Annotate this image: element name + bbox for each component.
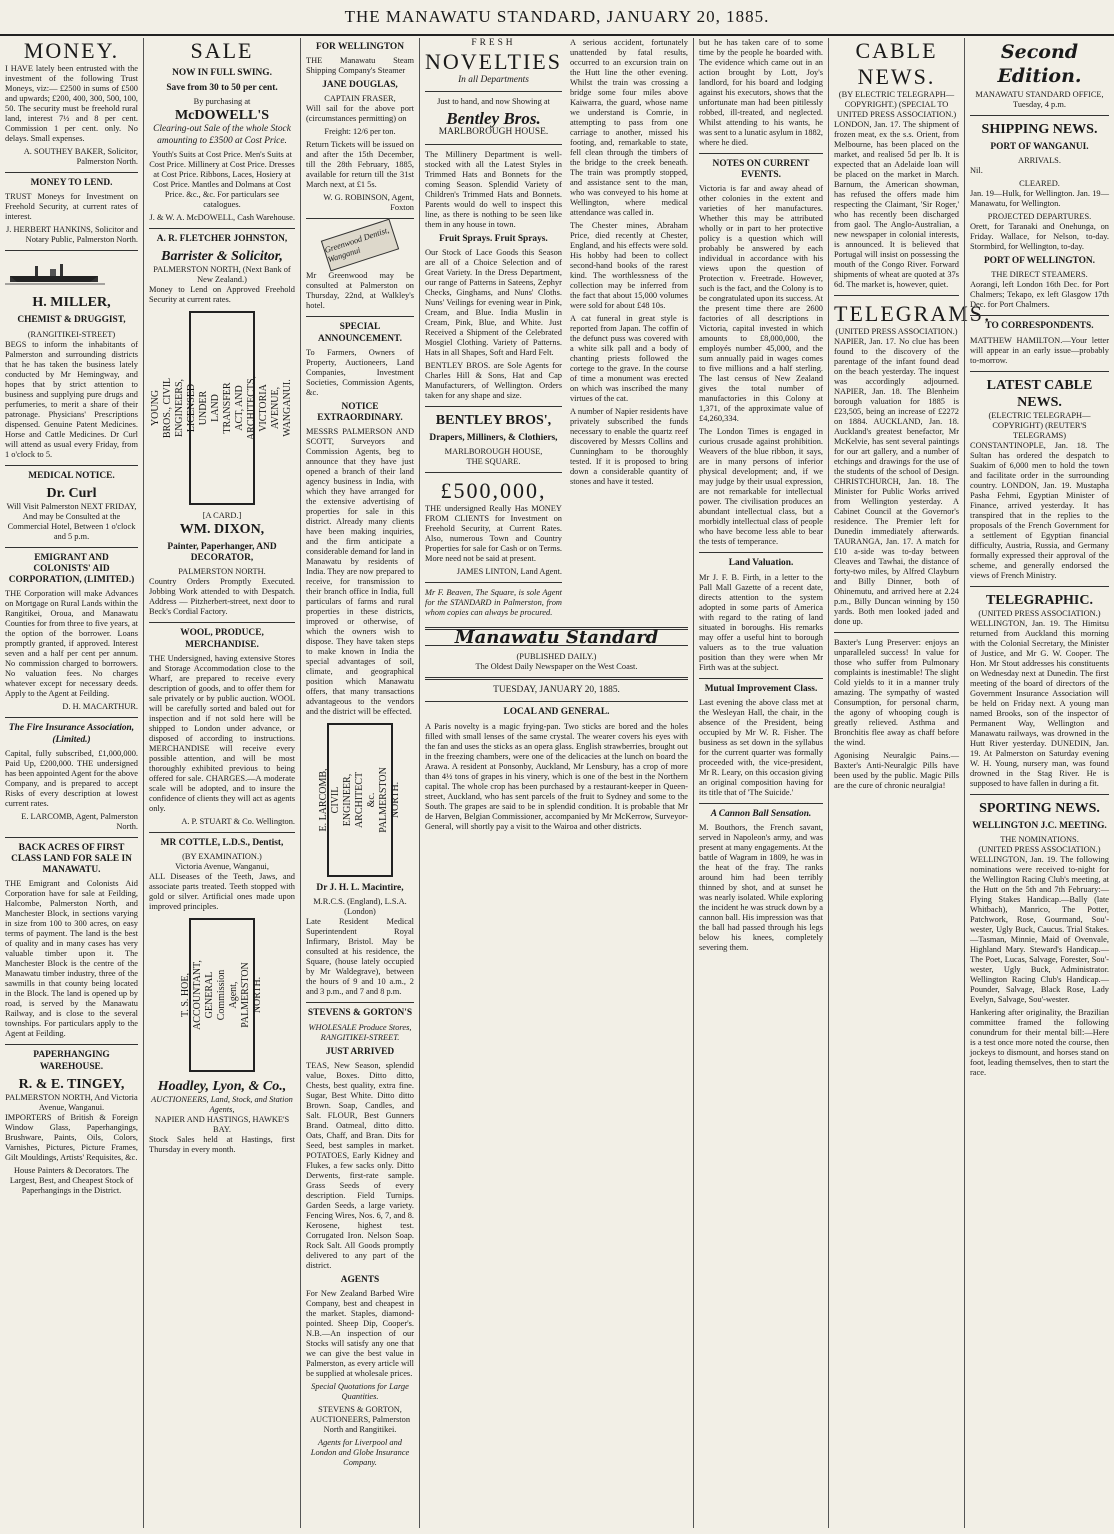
card-hoe: T. S. HOE, ACCOUNTANT, GENERAL Commission Agent, PALMERSTON NORTH. <box>189 918 255 1072</box>
section-telegrams-sub: (UNITED PRESS ASSOCIATION.) <box>835 327 958 336</box>
ad-fire-title: The Fire Insurance Association, (Limited.) <box>8 723 135 745</box>
ad-sale-title: SALE <box>190 38 254 63</box>
direct-steamers: THE DIRECT STEAMERS. <box>991 270 1088 280</box>
ad-tingey-text: IMPORTERS of British & Foreign Window Glass, Paperhangings, Brushware, Paints, Oils, Colors, Varnishes, Pictures, Picture Frames, Gilt Mouldings, Artists' Requisites, &c. <box>5 1112 138 1162</box>
ad-emigrant-text: THE Corporation will make Advances on Mortgage on Rural Lands within the Rangitikei, Oroua, and Manawatu Counties for from three to five years, at the option of the borrower. Loans promptly granted, if approved. Interest seven and a half per cent per annum. No commission charged to borrowers. No valuation fees. No charges whatever except for necessary deeds. Apply to the Agent at Feilding. <box>5 589 138 699</box>
ad-cottle-text: ALL Diseases of the Teeth, Jaws, and associate parts treated. Teeth stopped with gold or silver. Artificial ones made upon improved principles. <box>149 872 295 912</box>
ad-notice-text: MESSRS PALMERSON AND SCOTT, Surveyors and Commission Agents, beg to announce that they have just opened a branch of their land agency business in India, with which they have arranged for the extensive advertising of properties for sale in this district. Already many clients have been making inquiries, and the firm anticipate a considerable demand for land in Manawatu by residents of India. They are now prepared to receive, for transmission to their branch office in India, full particulars of farms and rural properties in these districts, improved or otherwise, of which the owners wish to dispose. They have taken steps to make known in India the special advantages of soil, climate, and geographical position which Manawatu offers, that many transactions advantageous to the vendors and the district will be effected. <box>306 427 414 717</box>
card-young-bros: YOUNG BROS., CIVIL ENGINEERS, LICENSED UNDER LAND TRANSFER ACT, AND ARCHITECTS, VICTORIA AVENUE, WANGANUI. <box>189 311 255 505</box>
ad-sale-sign: J. & W. A. McDOWELL, Cash Warehouse. <box>149 212 295 222</box>
ad-stevens-title: STEVENS & GORTON'S <box>307 1008 413 1019</box>
ad-well-return: Return Tickets will be issued on and after the 15th December, till the 28th February, 1885, available for return till the 31st March next, at £1 5s. <box>306 140 414 190</box>
ad-depts: In all Departments <box>458 75 529 86</box>
ad-lend-text: TRUST Moneys for Investment on Freehold Security, at current rates of interest. <box>5 192 138 222</box>
ad-stevens-text: TEAS, New Season, splendid value, Boxes. Ditto ditto, Chests, best quality, extra fine. Sugar, Best White. Ditto ditto Brown. Soap, Candles, and Salt. FLOUR, Best Gunners Brand. Oatmeal, ditto ditto. Oats, Chaff, and Bran. Dits for Seed, best samples in market. POTATOES, Early Kidney and Flukes, a few sacks only. Ditto Derwents, first-rate sample. Grass Seeds of every description. Field Turnips. Garden Seeds, a large variety. Fencing Wires, Nos. 6, 7, and 8. Kerosene, highest test. Corrugated Iron. Nelson Soap. Rock Salt. All Goods promptly delivered to any part of the district. <box>306 1060 414 1270</box>
ad-fletcher-addr: PALMERSTON NORTH, (Next Bank of New Zealand.) <box>153 265 291 285</box>
ad-baxter: Baxter's Lung Preserver: enjoys an unparalleled success! In value for those who suffer from Pulmonary complaints is inestimable! The slight Cold yields to it in a manner truly amazing. The sympathy of wasted Consumption, for personal charm, the agony of whooping cough is greatly relieved. Asthma and Bronchitis flee away as chaff before the wind. <box>834 638 959 747</box>
article-cannon: M. Bouthors, the French savant, served in Napoleon's army, and was present at many engagements. At the battle of Wagram in 1809, he was in the heat of the fray. The ranks around him had been terribly thinned by shot, and at sunset he was nearly isolated. While exploring the incident he was struck down by a cannon ball. His impression was that the ball had passed through his legs below his knees, completely severing them. <box>699 823 823 953</box>
ad-fresh: FRESH <box>471 38 516 48</box>
nominations-sub: (UNITED PRESS ASSOCIATION.) <box>978 844 1101 854</box>
ad-paper-title: PAPERHANGING WAREHOUSE. <box>33 1050 110 1072</box>
ad-sale-text: Clearing-out Sale of the whole Stock amounting to £3500 at Cost Price. <box>153 124 291 146</box>
ad-hoadley-text: Stock Sales held at Hastings, first Thursday in every month. <box>149 1135 295 1155</box>
ad-emigrant-sign: D. H. MACARTHUR. <box>62 702 138 712</box>
section-cannon: A Cannon Ball Sensation. <box>710 808 812 819</box>
ad-amount-text: THE undersigned Really Has MONEY FROM CLIENTS for Investment on Freehold Security, at Current Rates. Also, numerous Town and Country Properties for sale for Cash or on Terms. More need not be said at present. <box>425 504 562 564</box>
ad-emigrant-title: EMIGRANT AND COLONISTS' AID CORPORATION, (LIMITED.) <box>8 552 135 586</box>
ad-well-capt: CAPTAIN FRASER, <box>324 94 396 104</box>
section-cable-sub: (BY ELECTRIC TELEGRAPH—COPYRIGHT.) (SPECIAL TO UNITED PRESS ASSOCIATION.) <box>836 90 957 119</box>
ad-amount: £500,000, <box>440 478 547 504</box>
article-telegrams: NAPIER, Jan. 17. No clue has been found to the discovery of the parentage of the infant found dead on the beach yesterday. The inquest was accordingly adjourned. NAPIER, Jan. 18. The Blenheim borough valuation for 1885 is £23,505, being an increase of £2272 on 1884. AUCKLAND, Jan. 18. Auckland's greatest benefactor, Mr McKelvie, has sent several paintings for our art gallery, and a number of etchings and drawings for the use of the students of the school of Design. CHRISTCHURCH, Jan. 18. The Minister for Public Works arrived from Wellington yesterday. A Cabinet Council at the Governor's residence. The Premier left for Dunedin immediately afterwards. TAURANGA, Jan. 17. A match for £10 a-side was to-day between Cleaves and Tawhai, the distance of forty-two miles, by Alfred Clayburn and Billy Dinner, both of Ohinemutu, and arrived here at 2.24 p.m., Billy Duncan winning by 150 yards. Both men looked jaded and done up. <box>834 337 959 626</box>
ad-fletcher-text: Money to Lend on Approved Freehold Security at current rates. <box>149 285 295 305</box>
column-3 <box>300 38 419 1528</box>
ad-wool-title: WOOL, PRODUCE, MERCHANDISE. <box>180 628 264 650</box>
section-telegraphic: TELEGRAPHIC. <box>986 592 1093 608</box>
latest-cable-sub: (ELECTRIC TELEGRAPH—COPYRIGHT) (REUTER'S TELEGRAMS) <box>988 410 1091 440</box>
ad-well-ship: JANE DOUGLAS, <box>322 80 398 91</box>
ad-money-text: I HAVE lately been entrusted with the investment of the following Trust Moneys, viz:— £2500 in sums of £500 and upwards; £200, 400, 300, 500, 100, 50. The security must be freehold rural land, interest 7½ and 8 per cent. Commission 1 per cent. only. No delays. Small expenses. <box>5 64 138 143</box>
standard-masthead: Manawatu Standard <box>425 627 688 646</box>
ad-sale-by: By purchasing at <box>193 97 251 107</box>
ad-tingey-foot: House Painters & Decorators. The Largest, Best, and Cheapest Stock of Paperhangings in the District. <box>9 1165 134 1195</box>
ad-well-text: THE Manawatu Steam Shipping Company's Steamer <box>306 56 414 76</box>
section-cable: CABLE NEWS. <box>855 38 938 89</box>
ad-sale-list: Youth's Suits at Cost Price. Men's Suits at Cost Price. Millinery at Cost Price. Dresses at Cost Price. Ribbons, Laces, Hosiery at Cost Price. Mantles and Dolmans at Cost Price. &c., &c. For particulars see catalogues. <box>149 149 295 209</box>
second-edition: Second Edition. <box>997 41 1082 87</box>
ad-dixon-card: [A CARD.] <box>202 511 242 521</box>
column-2 <box>143 38 300 1528</box>
article-hungry: Hankering after originality, the Brazilian committee framed the following conundrum for their mental bill:—Here is a test once more noted the course, then jockeys to dismount, and horses stand on foot, leading themselves, then to start the race. <box>970 1007 1109 1077</box>
article-cable: LONDON, Jan. 17. The shipment of frozen meat, ex the s.s. Orient, from Melbourne, has been placed on the market, and realised 5d per lb. It is expected that an Adelaide loan will be placed on the market in March. Barnum, the American showman, has refused the offers made him respecting the Claimant, 'Sir Roger,' who has recently been discharged from gaol. The Anglo-Australian, a new newspaper in colonial interests, is announced. It is believed that Portugal will insist on possessing the mouth of the Congo River. Forward shipments of wheat are quoted at 37s 6d. The market is, however, quiet. <box>834 120 959 289</box>
ad-sale-sub: NOW IN FULL SWING. <box>172 68 272 78</box>
ad-stevens-arr: JUST ARRIVED <box>325 1046 395 1057</box>
ad-drapers: Drapers, Milliners, & Clothiers, <box>429 432 558 443</box>
arrivals: ARRIVALS. <box>1018 156 1061 166</box>
ad-land-text: THE Emigrant and Colonists Aid Corporation have for sale at Feilding, Halcombe, Palmerston North, and Manchester Block, in sections varying in size from 100 to 300 acres, on easy terms of payment. The land is the best of quality and in many cases has very valuable timber upon it. The Manchester Block is the centre of the Manawatu timber industry, three of the sawmills in that county being located in the Block. The land is opened up by road, is served by the Manawatu Railway, and is close to the several townships. For particulars apply to the Agent at Feilding. <box>5 879 138 1039</box>
ad-marl: MARLBOROUGH HOUSE. <box>438 127 549 138</box>
masthead <box>0 0 1114 36</box>
standard-published: (PUBLISHED DAILY.) <box>516 652 597 662</box>
ad-lend-title: MONEY TO LEND. <box>30 178 113 188</box>
ship-illustration <box>5 260 105 286</box>
ad-just: Just to hand, and now Showing at <box>437 97 550 107</box>
dentist-sign-illustration: Greenwood Dentist, Wanganui <box>321 219 399 272</box>
correspondents-text: MATTHEW HAMILTON.—Your letter will appear in an early issue—probably to-morrow. <box>970 335 1109 365</box>
ad-fire-text: Capital, fully subscribed, £1,000,000. Paid Up, £200,000. THE undersigned has been appointed Agent for the above Company, and is prepared to accept Risks of every description at lowest current rates. <box>5 748 138 808</box>
ad-well-sign: W. G. ROBINSON, Agent, Foxton <box>323 193 414 213</box>
ad-fletcher-title: Barrister & Solicitor, <box>161 249 283 265</box>
ad-dixon-trade: Painter, Paperhanger, AND DECORATOR, <box>167 542 277 564</box>
column-4 <box>419 38 693 1528</box>
ad-well-title: FOR WELLINGTON <box>316 42 404 52</box>
ad-macintire-sub: M.R.C.S. (England), L.S.A. (London) <box>313 897 407 917</box>
ad-cottle-addr: Victoria Avenue, Wanganui, <box>175 862 269 872</box>
article-napier: A number of Napier residents have privately subscribed the funds necessary to enable the quartz reef discovered by Messrs Collins and Cunningham to be thoroughly tested. If it is proposed to bring down a considerable quantity of stones and have it tested. <box>569 407 688 486</box>
ad-land-title: BACK ACRES OF FIRST CLASS LAND FOR SALE IN MANAWATU. <box>11 842 132 876</box>
ad-special-text: To Farmers, Owners of Property, Auctioneers, Land Companies, Investment Societies, Commission Agents, &c. <box>306 347 414 397</box>
ad-macintire-title: Dr J. H. L. Macintire, <box>316 883 404 894</box>
ad-fire-sign: E. LARCOMB, Agent, Palmerston North. <box>21 811 138 831</box>
ad-well-freight: Freight: 12/6 per ton. <box>324 127 396 137</box>
ad-tingey-title: R. & E. TINGEY, <box>18 1076 125 1092</box>
ad-stevens-sub: WHOLESALE Produce Stores, RANGITIKEI-STREET. <box>308 1022 412 1042</box>
ad-special-title: SPECIAL ANNOUNCEMENT. <box>318 322 402 344</box>
ad-hoadley-addr: NAPIER AND HASTINGS, HAWKE'S BAY. <box>154 1115 290 1135</box>
ad-miller-addr: (RANGITIKEI-STREET) <box>27 329 116 339</box>
cleared-text: Jan. 19—Hulk, for Wellington. Jan. 19—Manawatu, for Wellington. <box>970 189 1109 209</box>
ad-miller-sub: CHEMIST & DRUGGIST, <box>17 315 126 326</box>
ad-lend-sign: J. HERBERT HANKINS, Solicitor and Notary Public, Palmerston North. <box>6 225 138 245</box>
second-edition-sub: MANAWATU STANDARD OFFICE, Tuesday, 4 p.m. <box>975 90 1104 109</box>
article-valuation: Mr J. F. B. Firth, in a letter to the Pall Mall Gazette of a recent date, directs attention to the system adopted in some parts of America with regard to the rating of land situated in boroughs. His remarks may offer a useful hint to borough valuers as to the true valuation position than they were when Mr Firth was at the subject. <box>699 572 823 672</box>
article-improve: Last evening the above class met at the Wesleyan Hall, the chair, in the absence of the President, being occupied by Mr W. R. Fisher. The business as set down in the syllabus for the current quarter was formally proceeded with, the vice-president, Mr R. Leary, on this occasion giving an original composition having for its title that of 'The Suicide.' <box>699 697 823 797</box>
section-telegrams: TELEGRAMS. <box>834 301 992 326</box>
ad-beaven: Mr F. Beaven, The Square, is sole Agent for the STANDARD in Palmerston, from whom copies can always be procured. <box>425 588 562 618</box>
ad-dixon-text: Country Orders Promptly Executed. Jobbing Work attended to with Despatch. Address — Pitzherbert-street, next door to Beck's Cordial Factory. <box>149 577 295 617</box>
section-valuation: Land Valuation. <box>728 558 794 569</box>
projected: PROJECTED DEPARTURES. <box>987 212 1092 222</box>
port-wellington: PORT OF WELLINGTON. <box>983 256 1096 267</box>
ad-special-q: Special Quotations for Large Quantities. <box>311 1382 409 1402</box>
ad-hoadley-sub: AUCTIONEERS, Land, Stock, and Station Agents, <box>151 1095 293 1115</box>
article-telegraphic: WELLINGTON, Jan. 19. The Himitsu returned from Auckland this morning with the Colonial Secretary, the Minister of Justice, and Mr G. W. Cooper. The Hon. Mr Stout addresses his constituents on Wednesday next at Dunedin. The first meeting of the board of directors of the Government Insurance Association will be held on Friday next. A young man named Brooks, son of the inspector of Permanent Way, Wellington and Manawatu railways, was drowned in the Hutt River yesterday. DUNEDIN, Jan. 19. At Palmerston on Saturday evening W. H. Young, nursery man, was found drowned in the Stag River. He is supposed to have fallen in during a fit. <box>970 618 1109 788</box>
ad-agents-title: AGENTS <box>340 1274 380 1285</box>
section-notes: NOTES ON CURRENT EVENTS. <box>712 159 810 181</box>
ad-mill-text: The Millinery Department is well-stocked with all the Latest Styles in Trimmed Hats and Bonnets for the coming Season. Splendid Variety of Children's Trimmed Hats and Bonnets. Parents would do well to inspect this line, as there is nothing to be seen like them in any house in town. <box>425 149 562 229</box>
ad-bentley: Bentley Bros. <box>446 109 541 129</box>
ad-curl-text: Will Visit Palmerston NEXT FRIDAY, And may be Consulted at the Commercial Hotel, Between 1 o'clock and 5 p.m. <box>6 501 137 541</box>
article-serious: A serious accident, fortunately unattended by fatal results, occurred to an excursion train on the Hutt line the other evening. Whilst the train was crossing a bridge some four miles above Kaiwarra, the guard, whose name we understand is Comrie, in attempting to pass from one carriage to another, missed his footing, and, remarkable to state, fell clean through the timbers of the bridge to the creek beneath. The train was promptly stopped, and assistance sent to the man, who was conveyed to his home at Wellington, where medical attendance was called in. <box>569 38 688 217</box>
projected-text: Orett, for Taranaki and Onehunga, on Friday. Wallace, for Nelson, to-day. Stormbird, for Wellington, to-day. <box>970 222 1109 252</box>
column-5 <box>693 38 828 1528</box>
article-times: The London Times is engaged in curious crusade against prohibition. Weavers of the blue ribbon, it says, are in many persons of inferior physical development; and, if we may judge by their usual expression, are not remarkable for intellectual power. The civilisation produces an abundant intellectual class, but a morbidly intellectual class of people who have become less able to bear the tests of temperance. <box>699 427 823 547</box>
ad-lace-text: Our Stock of Lace Goods this Season are all of a Choice Selection and of Great Variety. In the Dress Department, our range of Patterns in Sateens, Zephyr Checks, Ginghams, and Nuns' Cloths. Nuns' Veilings for evening wear in Pink, Cream, and Blue. India Muslin in Cream, Pink, Blue, and White. Just Received a Shipment of the Celebrated Mosgiel Clothing. Variety of Patterns. Hats in all Shapes, Soft and Hard Felt. <box>425 247 562 357</box>
telegraphic-sub: (UNITED PRESS ASSOCIATION.) <box>978 608 1101 618</box>
ad-linton: JAMES LINTON, Land Agent. <box>456 567 562 577</box>
card-larcomb: E. LARCOMB, CIVIL ENGINEER, ARCHITECT &c. PALMERSTON NORTH. <box>327 723 393 877</box>
ad-medical-title: MEDICAL NOTICE. <box>28 470 115 481</box>
article-latest-cable: CONSTANTINOPLE, Jan. 18. The Sultan has ordered the despatch to Suakim of 6,000 men to hold the town and facilitate order in the surrounding country. LONDON, Jan. 19. Mustapha Pasha Fehmi, Egyptian Minister of Finance, arrived yesterday. It has transpired that in the replies to the proposals of the French Government for a settlement of Egyptian financial difficulty, Austria, Russia, and Germany formally expressed their approval of the scheme, and generally endorsed the views of French Ministry. <box>970 440 1109 580</box>
ad-cottle-title: MR COTTLE, L.D.S., Dentist, <box>160 837 284 848</box>
direct-text: Aorangi, left London 16th Dec. for Port Chalmers; Tekapo, ex left Glasgow 17th Dec. for Port Chalmers. <box>970 280 1109 310</box>
section-latest-cable: LATEST CABLE NEWS. <box>986 377 1093 410</box>
ad-square: THE SQUARE. <box>466 457 521 467</box>
ad-notice-title: NOTICE EXTRAORDINARY. <box>317 401 403 424</box>
ad-miller-text: BEGS to inform the inhabitants of Palmerston and surrounding districts that he has taken the business lately conducted by Mr Hemingway, and hopes that by strict attention to business and supplying pure drugs and perfumeries, to merit a share of their patronage. Physicians' Prescriptions dispensed. Genuine Patent Medicines. Horse and Cattle Medicines. Dr Curl will attend as usual every Friday, from 1 o'clock to 5. <box>5 339 138 459</box>
ad-stevens-foot: Agents for Liverpool and London and Globe Insurance Company. <box>310 1438 410 1468</box>
article-nominations: WELLINGTON, Jan. 19. The following nominations were received to-night for the Wellington Racing Club's meeting, at the Hutt on the 5th and 7th February:— Flying Stakes Handicap.—Bally (late Whitbach), Manrico, The Potter, Patchwork, Rose, Gourmand, Sou'-wester, Ugly Buck, Caucus. Trial Stakes.—Tasman, Minnie, Maid of Ovenvale, Highland Mary. Steward's Handicap.—The Poet, Lucas, Salvage, Forester, Sou'-wester, Ugly Buck, Administrator. Wellington Racing Club's Handicap.—Pounder, Salvage, Black Rose, Lady Evelyn, Salvage, Sou'-wester. <box>970 854 1109 1004</box>
article-chester: The Chester mines, Abraham Price, died recently at Chester, England, and his effects were sold. His hobby had been to collect second-hand books of the rarest kind. The worthlessness of the collection may be inferred from the fact that about 15,000 volumes were sold for about £48 10s. <box>569 221 688 310</box>
section-improve: Mutual Improvement Class. <box>704 683 818 694</box>
standard-oldest: The Oldest Daily Newspaper on the West Coast. <box>475 662 638 672</box>
section-sporting: SPORTING NEWS. <box>979 800 1100 816</box>
port-wanganui: PORT OF WANGANUI. <box>990 142 1089 152</box>
ad-dixon-addr: PALMERSTON NORTH. <box>178 567 266 577</box>
ad-dixon-name: WM. DIXON, <box>179 522 265 538</box>
arrivals-text: Nil. <box>970 166 983 176</box>
ad-wool-text: THE Undersigned, having extensive Stores and Storage Accommodation close to the Wharf, are prepared to receive every description of goods, and to offer them for sale privately or by public auction. WOOL will be carefully sorted and baled out for inspection and if not sold here will be shipped to London under advance, or disposed of according to instructions. MERCHANDISE will receive every possible attention, and will be most thoroughly exhibited previous to being offered for sale. CHARGES.—A moderate scale will be adopted, and to insure the confidence of clients they will act as agents only. <box>149 653 295 813</box>
ad-sale-save: Save from 30 to 50 per cent. <box>166 83 278 94</box>
wjc-meeting: WELLINGTON J.C. MEETING. <box>972 820 1107 831</box>
ad-novelties: NOVELTIES <box>425 49 562 75</box>
ad-stevens-sign: STEVENS & GORTON, AUCTIONEERS, Palmerston North and Rangitikei. <box>309 1405 411 1435</box>
section-shipping: SHIPPING NEWS. <box>981 122 1098 137</box>
column-1 <box>0 38 143 1528</box>
ad-hoadley-title: Hoadley, Lyon, & Co., <box>157 1079 287 1095</box>
section-correspondents: TO CORRESPONDENTS. <box>985 321 1094 332</box>
ad-curl-name: Dr. Curl <box>46 485 97 501</box>
article-cat: A cat funeral in great style is reported from Japan. The coffin of the defunct puss was covered with a white silk pall and a body of chanting priests followed the cortege to the grave. In the course of time a monument was erected on which was inscribed the many virtues of the cat. <box>569 314 688 403</box>
ad-fruit: Fruit Sprays. Fruit Sprays. <box>439 233 548 244</box>
ad-cottle-sub: (BY EXAMINATION.) <box>182 852 262 862</box>
cleared: CLEARED. <box>1019 179 1060 189</box>
ad-money-title: MONEY. <box>23 38 120 63</box>
ad-bentley-agents: BENTLEY BROS. are Sole Agents for Charles Hill & Sons, Hat and Cap Manufacturers, of Wellington. Orders taken for any shape and size. <box>425 360 562 400</box>
ad-macintire-text: Late Resident Medical Superintendent Royal Infirmary, Bristol. May be consulted at his residence, the Square, (house lately occupied by Mr Waldegrave), between the hours of 9 and 10 a.m., 2 and 3 p.m., and 7 and 8 p.m. <box>306 917 414 997</box>
ad-miller-title: H. MILLER, <box>32 295 111 311</box>
ad-tingey-addr: PALMERSTON NORTH, And Victoria Avenue, Wanganui. <box>5 1092 138 1112</box>
ad-agonising: Agonising Neuralgic Pains.—Baxter's Anti-Neuralgic Pills have been used by the public. Magic Pills are the cure of chronic neuralgia! <box>834 751 959 790</box>
ad-well-more: Will sail for the above port (circumstances permitting) on <box>306 104 414 124</box>
ad-marl2: MARLBOROUGH HOUSE, <box>444 447 543 457</box>
ad-dentist-text: Mr Greenwood may be consulted at Palmerston on Thursday, 22nd, at Walkley's hotel. <box>306 271 414 311</box>
standard-dateline: TUESDAY, JANUARY 20, 1885. <box>493 685 620 696</box>
ad-agents-text: For New Zealand Barbed Wire Company, best and cheapest in the market. Staples, diamond-pointed. Sheep Dip, Cooper's. N.B.—An inspection of our Stocks will satisfy any one that we can give the best value in Palmerston, as every article will be supplied at wholesale prices. <box>306 1289 414 1379</box>
ad-fletcher-name: A. R. FLETCHER JOHNSTON, <box>156 233 288 244</box>
article-boy: but he has taken care of to some time by the people he boarded with. The evidence which came out in an action brought by Lott, Joy's landlord, for his board and lodging against his executors, shows that the unfortunate man had been pitilessly robbed, ill-treated, and neglected. Whilst attending to his wants, he was sent to a lunatic asylum in 1882, where he died. <box>699 38 823 147</box>
ad-bentley2: BENTLEY BROS', <box>435 412 552 428</box>
column-7 <box>964 38 1114 1528</box>
ad-sale-name: McDOWELL'S <box>174 108 270 124</box>
page-title: THE MANAWATU STANDARD, JANUARY 20, 1885. <box>344 7 770 26</box>
article-local: A Paris novelty is a magic frying-pan. Two sticks are bored and the holes filled with small lenses of the same crystal. The wearer covers his eyes with the fan and uses the sticks as an opera glass. English strawberries, brought out in the freezing chambers, were one of the delicacies at the lunch on board the Arawa. A resident at Ponsonby, Auckland, Mr Lensbury, has a crop of more than 4½ tons of grapes in his vinery, which is one of the best in the Northern capital. The whole crop has been purchased by a restaurant-keeper in Queen-street, Auckland, who has sent parcels of the fruit to Sydney and some to the South. The grapes are said to be in splendid condition. It is probable that Mr de Harven, Belgian Commissioner, accompanied by Mr McKerrow, Surveyor-General, will shortly pay a visit to the Wairoa and other districts. <box>425 721 688 831</box>
nominations: THE NOMINATIONS. <box>1000 834 1079 844</box>
ad-money-sign: A. SOUTHEY BAKER, Solicitor, Palmerston North. <box>23 147 138 166</box>
article-notes: Victoria is far and away ahead of other colonies in the extent and varieties of her manufactures. Whether this may be attributed wholly or in part to her protective policy is a question which will probably be answered by each individual in accordance with his views upon the question of Protection v. Freetrade. However, such is the fact, and the Colony is to be congratulated upon its success. At the present time there are 2600 factories of all descriptions in Victoria, capital invested in which amounts to £8,000,000, the employés number 45,000, and the sum annually paid in wages comes to five millions and a half sterling. The last census of New Zealand gives the total number of manufactories in this Colony at 1,371, of the approximate value of £4,260,334. <box>699 184 823 424</box>
ad-wool-sign: A. P. STUART & Co. Wellington. <box>181 816 295 826</box>
section-local: LOCAL AND GENERAL. <box>503 707 610 718</box>
